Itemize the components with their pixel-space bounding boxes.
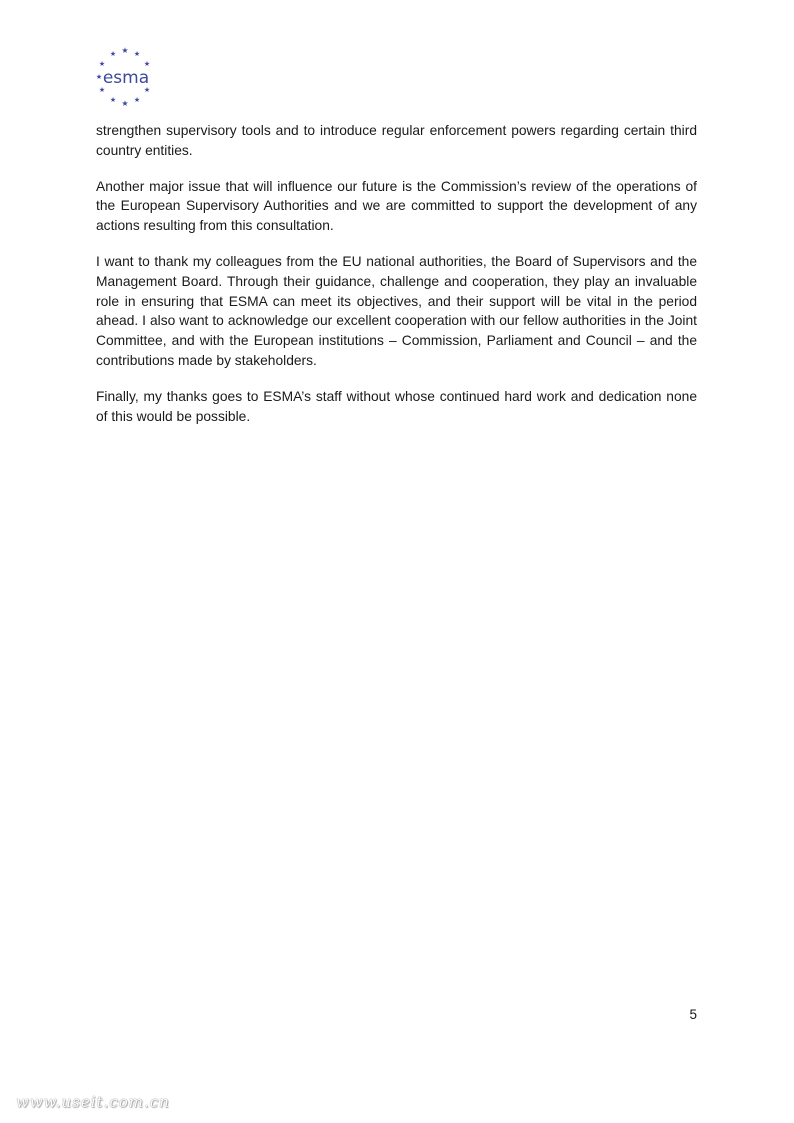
- svg-text:★: ★: [109, 96, 117, 104]
- svg-text:★: ★: [121, 46, 129, 55]
- svg-text:★: ★: [109, 50, 117, 58]
- svg-text:★: ★: [98, 60, 106, 68]
- svg-text:★: ★: [121, 99, 129, 108]
- svg-text:★: ★: [133, 96, 141, 104]
- svg-text:★: ★: [95, 73, 103, 81]
- watermark-text: www.useit.com.cn: [16, 1093, 170, 1111]
- svg-text:★: ★: [133, 50, 141, 58]
- page-number: 5: [689, 1007, 697, 1022]
- esma-logo-graphic: [92, 44, 158, 108]
- svg-text:★: ★: [143, 86, 151, 94]
- paragraph: strengthen supervisory tools and to introduce regular enforcement powers regarding certain third country entities.: [96, 123, 697, 158]
- paragraph: I want to thank my colleagues from the EU national authorities, the Board of Supervisors and the Management Board. Through their guidance, challenge and cooperation, they play an invaluable role in ensuring that ESMA can meet its objectives, and their support will be vital in the period ahead. I also want to acknowledge our excellent cooperation with our fellow authorities in the Joint Committee, and with the European institutions – Commission, Parliament and Council – and the contributions made by stakeholders.: [96, 253, 697, 368]
- document-body: [96, 121, 697, 442]
- esma-logo: [92, 44, 158, 108]
- paragraph: Finally, my thanks goes to ESMA’s staff without whose continued hard work and dedication none of this would be possible.: [96, 388, 697, 424]
- logo-wordmark: esma: [102, 68, 150, 88]
- svg-text:★: ★: [143, 60, 151, 68]
- paragraph: Another major issue that will influence our future is the Commission’s review of the operations of the European Supervisory Authorities and we are committed to support the development of any actions resulting from this consultation.: [96, 178, 697, 234]
- svg-text:★: ★: [98, 86, 106, 94]
